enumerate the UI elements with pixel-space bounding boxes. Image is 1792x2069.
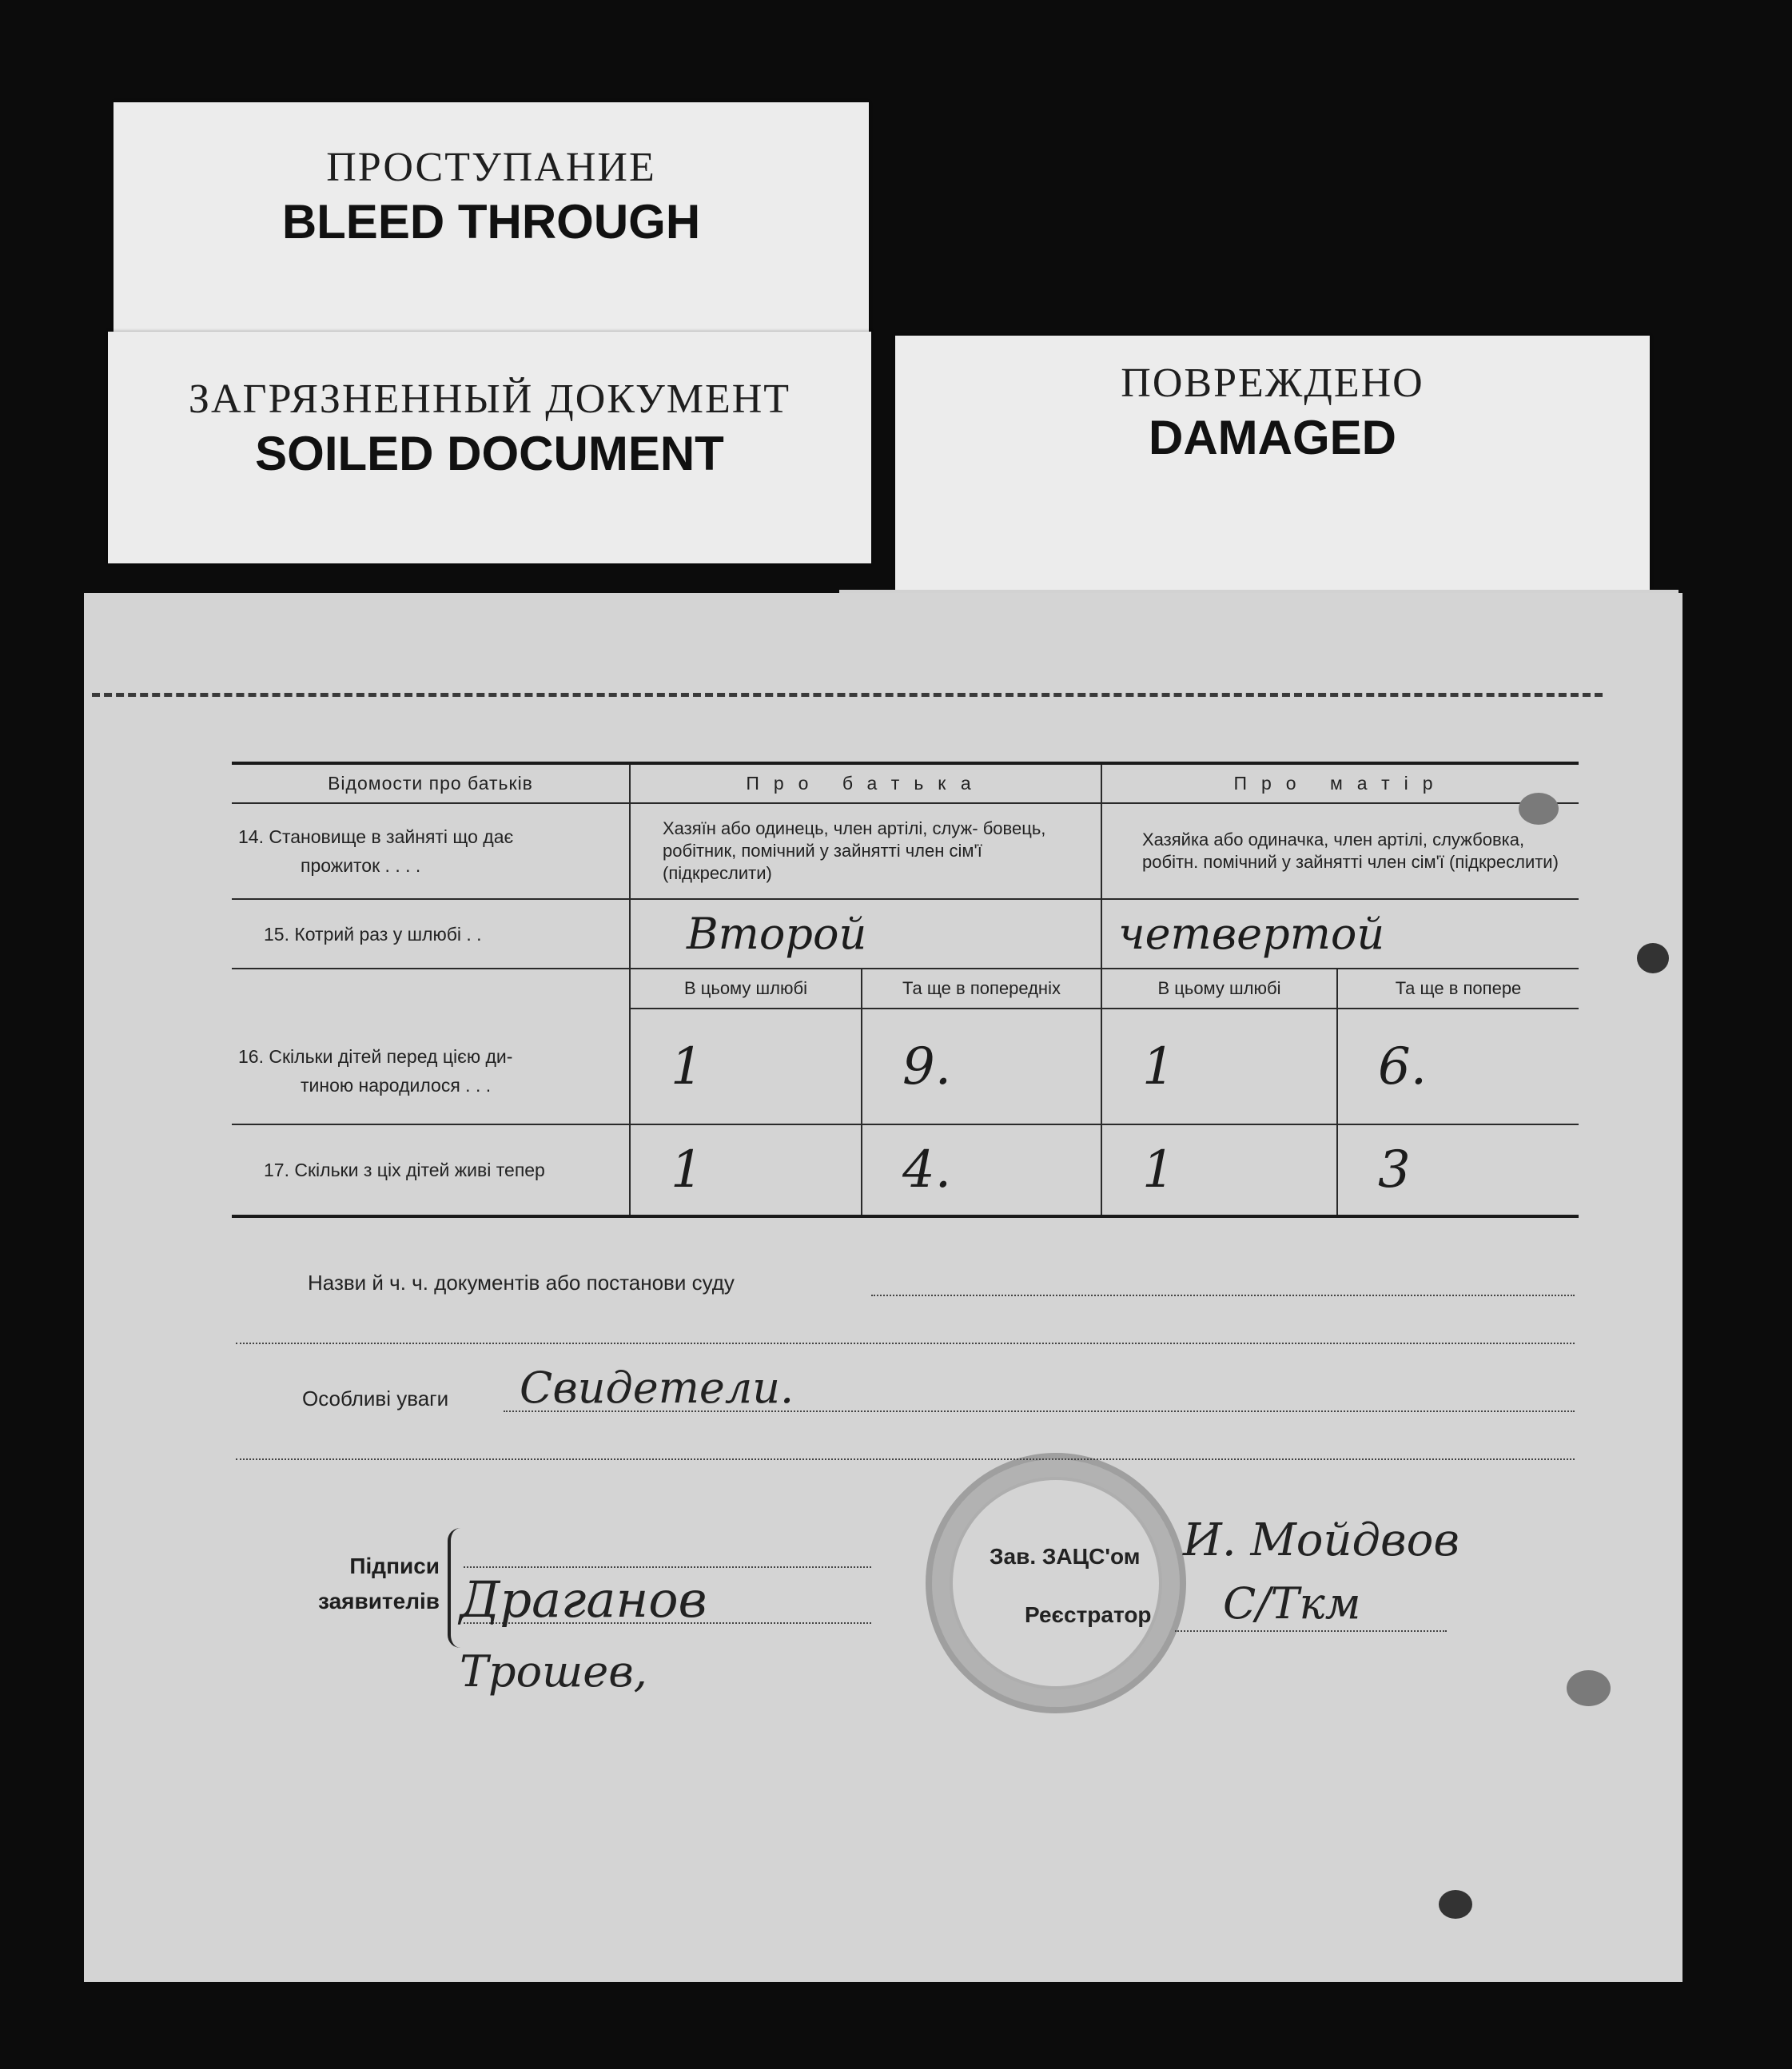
signatures-label	[272, 1549, 440, 1619]
bleed-through-ru: ПРОСТУПАНИЕ	[326, 145, 656, 190]
remarks-value: Свидетели.	[520, 1363, 794, 1413]
row14-father: Хазяїн або одинець, член артілі, служ- бовець, робітник, помічний у зайнятті член сім'ї (підкреслити)	[630, 803, 1101, 899]
soiled-document-en: SOILED DOCUMENT	[255, 427, 724, 480]
sub-father-previous: Та ще в попередніх	[862, 969, 1101, 1009]
registrar-line	[1175, 1630, 1447, 1632]
applicant-signature-1: Драганов	[460, 1570, 707, 1629]
row14-mother: Хазяйка або одиначка, член артілі, службовка, робітн. помічний у зайнятті член сім'ї (підкреслити)	[1101, 803, 1579, 899]
sub-father-this: В цьому шлюбі	[630, 969, 862, 1009]
damaged-ru: ПОВРЕЖДЕНО	[1121, 360, 1424, 406]
row16-father-previous: 9.	[862, 1009, 1101, 1124]
sub-mother-previous: Та ще в попере	[1337, 969, 1579, 1009]
row15-mother-value: четвертой	[1101, 899, 1579, 969]
signatures-label-1: Підписи	[349, 1554, 440, 1578]
parents-info-table	[232, 762, 1579, 1218]
documents-line	[871, 1295, 1575, 1296]
sub-mother-this: В цьому шлюбі	[1101, 969, 1337, 1009]
row15-father-value: Второй	[630, 899, 1101, 969]
head-signature: И. Мойдвов	[1183, 1514, 1459, 1566]
damage-hole	[1519, 793, 1559, 825]
signatures-label-2: заявителів	[318, 1589, 440, 1613]
bleed-through-label-card	[113, 102, 869, 346]
head-label: Зав. ЗАЦС'ом	[990, 1544, 1141, 1569]
remarks-label: Особливі уваги	[302, 1387, 449, 1411]
row16-label	[232, 969, 630, 1124]
row17-father-this: 1	[630, 1124, 862, 1216]
header-mother: Про матір	[1101, 763, 1579, 803]
row17-mother-previous: 3	[1337, 1124, 1579, 1216]
documents-line-2	[236, 1343, 1575, 1344]
official-stamp	[926, 1453, 1186, 1713]
row16-father-this: 1	[630, 1009, 862, 1124]
row14-label	[232, 803, 630, 899]
documents-label: Назви й ч. ч. документів або постанови суду	[308, 1271, 735, 1295]
header-info: Відомости про батьків	[232, 763, 630, 803]
row14-label-main: 14. Становище в зайняті що дає	[238, 826, 514, 847]
row14-label-cont: прожиток . . . .	[301, 855, 421, 876]
remarks-line-2	[236, 1458, 1575, 1460]
row17-mother-this: 1	[1101, 1124, 1337, 1216]
damaged-label-card	[895, 336, 1650, 591]
row16-mother-this: 1	[1101, 1009, 1337, 1124]
row15-label: 15. Котрий раз у шлюбі . .	[232, 899, 630, 969]
row17-father-previous: 4.	[862, 1124, 1101, 1216]
damage-hole	[1567, 1670, 1611, 1706]
damage-hole	[1637, 943, 1669, 973]
damage-hole	[1439, 1890, 1472, 1919]
soiled-document-ru: ЗАГРЯЗНЕННЫЙ ДОКУМЕНТ	[188, 376, 791, 422]
row17-label: 17. Скільки з ціх дітей живі тепер	[232, 1124, 630, 1216]
remarks-line	[504, 1411, 1575, 1412]
bleed-through-en: BLEED THROUGH	[281, 195, 701, 249]
perforation-line	[92, 693, 1603, 697]
signature-line-1	[464, 1566, 871, 1568]
registrar-label: Реєстратор	[1025, 1602, 1152, 1627]
row16-mother-previous: 6.	[1337, 1009, 1579, 1124]
row16-label-cont: тиною народилося . . .	[301, 1074, 492, 1096]
registrar-signature: С/Ткм	[1223, 1578, 1361, 1629]
soiled-document-label-card	[108, 332, 871, 563]
damaged-en: DAMAGED	[1149, 411, 1396, 464]
header-father: Про батька	[630, 763, 1101, 803]
applicant-signature-2: Трошев,	[460, 1646, 647, 1697]
row16-label-main: 16. Скільки дітей перед цією ди-	[238, 1045, 513, 1067]
